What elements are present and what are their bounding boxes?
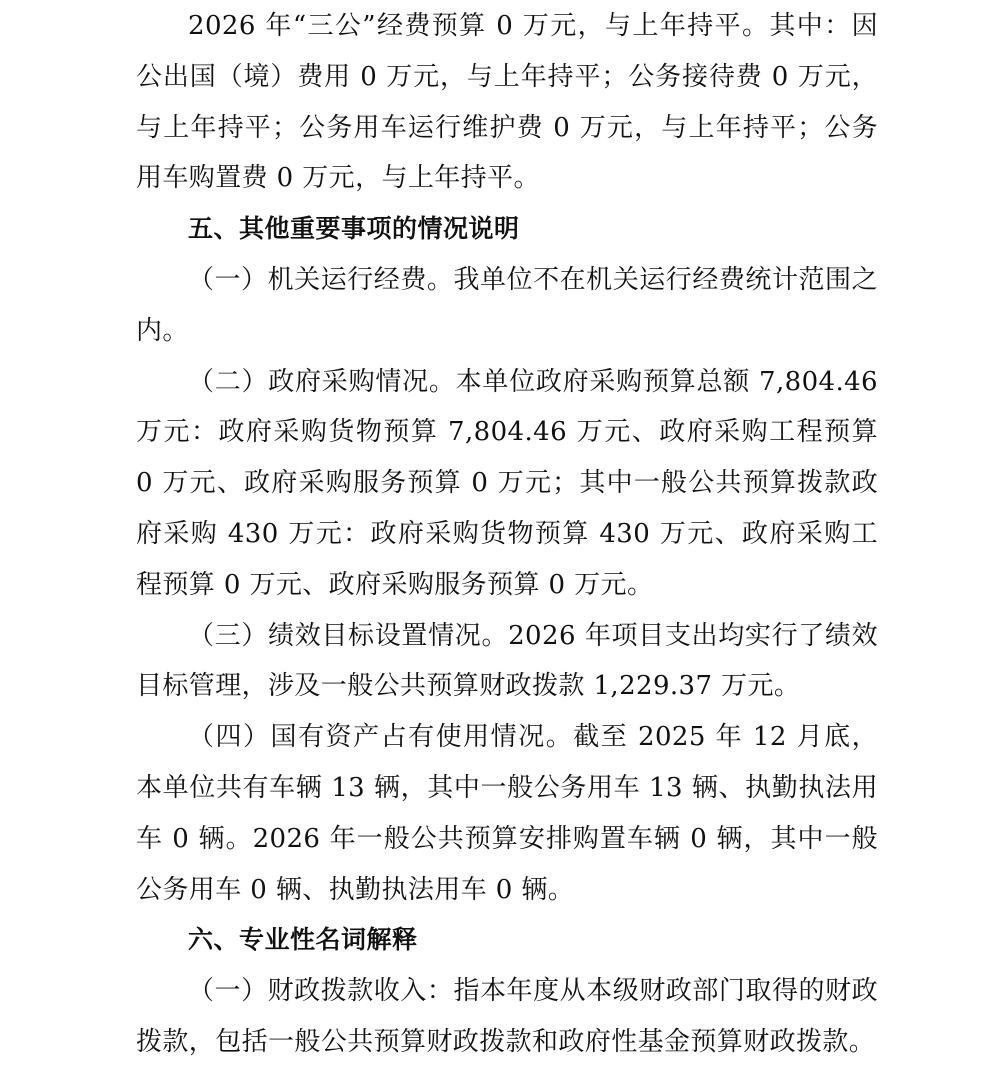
three-public-expenses-paragraph: 2026 年“三公”经费预算 0 万元，与上年持平。其中：因公出国（境）费用 0 万元，与上年持平；公务接待费 0 万元，与上年持平；公务用车运行维护费 0 万元，与上年持平；公务用车购置费 0 万元，与上年持平。 — [136, 11, 878, 194]
performance-targets-paragraph: （三）绩效目标设置情况。2026 年项目支出均实行了绩效目标管理，涉及一般公共预算财政拨款 1,229.37 万元。 — [136, 620, 878, 702]
state-assets-paragraph: （四）国有资产占有使用情况。截至 2025 年 12 月底，本单位共有车辆 13 辆，其中一般公务用车 13 辆、执勤执法用车 0 辆。2026 年一般公共预算安排购置车辆 0 辆，其中一般公务用车 0 辆、执勤执法用车 0 辆。 — [136, 722, 878, 905]
section-six-heading: 六、专业性名词解释 — [188, 925, 418, 955]
government-procurement-paragraph: （二）政府采购情况。本单位政府采购预算总额 7,804.46 万元：政府采购货物预算 7,804.46 万元、政府采购工程预算 0 万元、政府采购服务预算 0 万元；其中一般公共预算拨款政府采购 430 万元：政府采购货物预算 430 万元、政府采购工程预算 0 万元、政府采购服务预算 0 万元。 — [136, 366, 878, 600]
document-page — [136, 0, 878, 1068]
section-five-heading: 五、其他重要事项的情况说明 — [188, 214, 520, 244]
agency-operating-expenses-paragraph: （一）机关运行经费。我单位不在机关运行经费统计范围之内。 — [136, 264, 878, 346]
fiscal-allocation-definition-paragraph: （一）财政拨款收入：指本年度从本级财政部门取得的财政拨款，包括一般公共预算财政拨款和政府性基金预算财政拨款。 — [136, 976, 878, 1057]
